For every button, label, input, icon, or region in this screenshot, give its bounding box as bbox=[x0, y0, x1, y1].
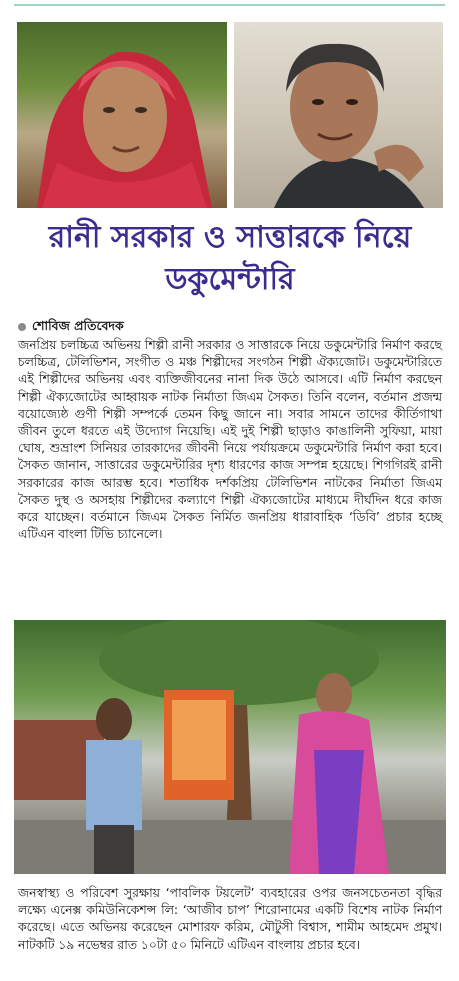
headline-line-2: ডকুমেন্টারি bbox=[165, 262, 295, 297]
woman-illustration bbox=[17, 22, 227, 208]
photo-street-scene bbox=[14, 620, 446, 874]
byline-text: শোবিজ প্রতিবেদক bbox=[32, 318, 124, 333]
headline-line-1: রানী সরকার ও সাত্তারকে নিয়ে bbox=[48, 220, 412, 255]
man-illustration bbox=[234, 22, 443, 208]
scene-illustration bbox=[14, 620, 446, 874]
photo-rani-sarkar bbox=[17, 22, 227, 208]
top-rule bbox=[14, 4, 445, 6]
byline bbox=[18, 318, 124, 338]
photo-caption: জনস্বাস্থ্য ও পরিবেশ সুরক্ষায় ‘পাবলিক টয়লেট’ ব্যবহারের ওপর জনসচেতনতা বৃদ্ধির লক্ষ্যে এনেক্স কমিউনিকেশন্স লি: ‘আজীব চাপ’ শিরোনামের একটি বিশেষ নাটক নির্মাণ করেছে। এতে অভিনয় করেছেন মোশারফ করিম, মৌটুসী বিশ্বাস, শামীম আহমেদ প্রমুখ। নাটকটি ১৯ নভেম্বর রাত ১০টা ৫০ মিনিটে এটিএন বাংলায় প্রচার হবে। bbox=[18, 885, 442, 952]
article-body: জনপ্রিয় চলচ্চিত্র অভিনয় শিল্পী রানী সরকার ও সাত্তারকে নিয়ে ডকুমেন্টারি নির্মাণ করছে চলচ্চিত্র, টেলিভিশন, সংগীত ও মঞ্চ শিল্পীদের সংগঠন শিল্পী ঐক্যজোট। ডকুমেন্টারিতে এই শিল্পীদের অভিনয় এবং ব্যক্তিজীবনের নানা দিক উঠে আসবে। এটি নির্মাণ করছেন শিল্পী ঐক্যজোটের আহ্বায়ক নাটক নির্মাতা জিএম সৈকত। তিনি বলেন, বর্তমান প্রজন্ম বয়োজ্যেষ্ঠ গুণী শিল্পী সম্পর্কে তেমন কিছু জানে না। সবার সামনে তাদের কীর্তিগাথা জীবন তুলে ধরতে এই উদ্যোগ নিয়েছি। এই দুই শিল্পী ছাড়াও কাঙালিনী সুফিয়া, মায়া ঘোষ, শুভ্রাংশ সিনিয়র তারকাদের জীবনী নিয়ে পর্যায়ক্রমে ডকুমেন্টারি নির্মাণ করা হবে। সৈকত জানান, সাত্তারের ডকুমেন্টারির দৃশ্য ধারণের কাজ সম্পন্ন হয়েছে। শিগগিরই রানী সরকারের কাজ আরম্ভ হবে। শতাধিক দর্শকপ্রিয় টেলিভিশন নাটকের নির্মাতা জিএম সৈকত দুস্থ ও অসহায় শিল্পীদের কল্যাণে শিল্পী ঐক্যজোটের মাধ্যমে দীর্ঘদিন ধরে কাজ করে যাচ্ছেন। বর্তমানে জিএম সৈকত নির্মিত জনপ্রিয় ধারাবাহিক ‘ডিবি’ প্রচার হচ্ছে এটিএন বাংলা টিভি চ্যানেলে। bbox=[18, 337, 442, 542]
bullet-icon bbox=[18, 323, 26, 331]
photo-sattar bbox=[234, 22, 443, 208]
